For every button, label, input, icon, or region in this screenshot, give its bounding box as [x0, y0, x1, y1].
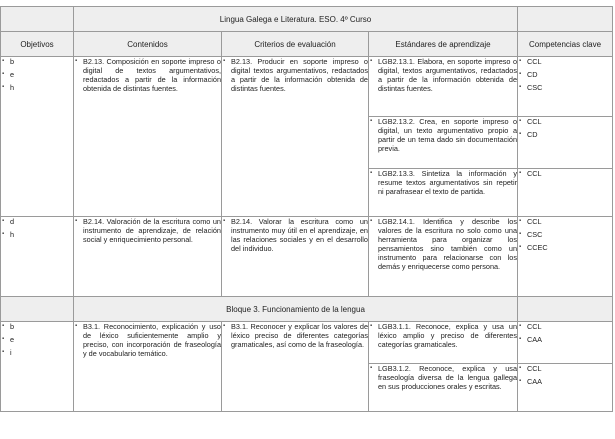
standard-text: ▪ LGB2.13.3. Sintetiza la información y resume textos argumentativos sin repetir ni parafrasear el texto de partida. — [369, 169, 517, 196]
competence-item: ▪ CAA — [518, 335, 612, 344]
header-estandares: Estándares de aprendizaje — [369, 32, 518, 57]
header-criterios: Criterios de evaluación — [222, 32, 369, 57]
competences-cell — [518, 364, 613, 412]
criterion-cell — [222, 57, 369, 217]
block3-title: Bloque 3. Funcionamiento de la lengua — [74, 297, 518, 322]
competences-cell — [518, 57, 613, 117]
standard-text: ▪ LGB2.14.1. Identifica y describe los valores de la escritura no solo como una herramienta para organizar los pensamientos sino también como un instrumento para relacionarse con los demás y enriquecerse como persona. — [369, 217, 517, 271]
table-row — [1, 322, 613, 364]
competences-cell — [518, 169, 613, 217]
standard-cell — [369, 57, 518, 117]
criterion-text: ▪ B3.1. Reconocer y explicar los valores de léxico preciso de diferentes categorías gramaticales, así como de la fraseología. — [222, 322, 368, 349]
criterion-cell — [222, 322, 369, 412]
competence-item: ▪ CSC — [518, 83, 612, 92]
competence-item: ▪ CD — [518, 70, 612, 79]
standard-text: ▪ LGB3.1.1. Reconoce, explica y usa un léxico amplio y preciso de diferentes categorías gramaticales. — [369, 322, 517, 349]
objective-item: ▪ e — [1, 70, 73, 79]
competence-item: ▪ CCL — [518, 117, 612, 126]
standard-cell — [369, 117, 518, 169]
objectives-cell — [1, 57, 74, 217]
objective-item: ▪ h — [1, 83, 73, 92]
competences-cell — [518, 217, 613, 297]
table-row — [1, 217, 613, 297]
standard-cell — [369, 217, 518, 297]
objectives-cell — [1, 217, 74, 297]
header-objetivos: Objetivos — [1, 32, 74, 57]
criterion-text: ▪ B2.14. Valorar la escritura como un instrumento muy útil en el aprendizaje, en las relaciones sociales y en el desarrollo del individuo. — [222, 217, 368, 253]
header-competencias: Competencias clave — [518, 32, 613, 57]
objectives-cell — [1, 322, 74, 412]
standard-cell — [369, 322, 518, 364]
title-row — [1, 7, 613, 32]
curriculum-table — [0, 6, 613, 412]
table-title: Lingua Galega e Literatura. ESO. 4º Curso — [74, 7, 518, 32]
criterion-text: ▪ B2.13. Producir en soporte impreso o digital textos argumentativos, redactados a partir de la información obtenida de distintas fuentes. — [222, 57, 368, 93]
competence-item: ▪ CCEC — [518, 243, 612, 252]
criterion-cell — [222, 217, 369, 297]
competence-item: ▪ CSC — [518, 230, 612, 239]
competence-item: ▪ CCL — [518, 364, 612, 373]
table-row — [1, 57, 613, 117]
content-cell — [74, 217, 222, 297]
content-cell — [74, 322, 222, 412]
standard-cell — [369, 169, 518, 217]
objective-item: ▪ i — [1, 348, 73, 357]
standard-text: ▪ LGB2.13.2. Crea, en soporte impreso o digital, un texto argumentativo propio a partir de un tema dado sin documentación previa. — [369, 117, 517, 153]
title-blank-right — [518, 7, 613, 32]
block-row — [1, 297, 613, 322]
content-text: ▪ B2.14. Valoración de la escritura como un instrumento de aprendizaje, de relación social y enriquecimiento personal. — [74, 217, 221, 244]
competence-item: ▪ CCL — [518, 322, 612, 331]
competence-item: ▪ CAA — [518, 377, 612, 386]
block-blank-left — [1, 297, 74, 322]
header-row — [1, 32, 613, 57]
standard-cell — [369, 364, 518, 412]
objective-item: ▪ b — [1, 322, 73, 331]
competence-item: ▪ CCL — [518, 169, 612, 178]
header-contenidos: Contenidos — [74, 32, 222, 57]
competence-item: ▪ CCL — [518, 57, 612, 66]
objective-item: ▪ h — [1, 230, 73, 239]
competence-item: ▪ CD — [518, 130, 612, 139]
competences-cell — [518, 322, 613, 364]
objective-item: ▪ b — [1, 57, 73, 66]
objective-item: ▪ d — [1, 217, 73, 226]
standard-text: ▪ LGB2.13.1. Elabora, en soporte impreso o digital, textos argumentativos, redactados a partir de la información obtenida de distintas fuentes. — [369, 57, 517, 93]
competence-item: ▪ CCL — [518, 217, 612, 226]
objective-item: ▪ e — [1, 335, 73, 344]
content-text: ▪ B2.13. Composición en soporte impreso o digital de textos argumentativos, redactados a partir de la información obtenida de distintas fuentes. — [74, 57, 221, 93]
competences-cell — [518, 117, 613, 169]
content-text: ▪ B3.1. Reconocimiento, explicación y uso de léxico suficientemente amplio y preciso, con incorporación de fraseología y de vocabulario temático. — [74, 322, 221, 358]
block-blank-right — [518, 297, 613, 322]
standard-text: ▪ LGB3.1.2. Reconoce, explica y usa fraseología diversa de la lengua gallega en sus producciones orales y escritas. — [369, 364, 517, 391]
title-blank-left — [1, 7, 74, 32]
content-cell — [74, 57, 222, 217]
